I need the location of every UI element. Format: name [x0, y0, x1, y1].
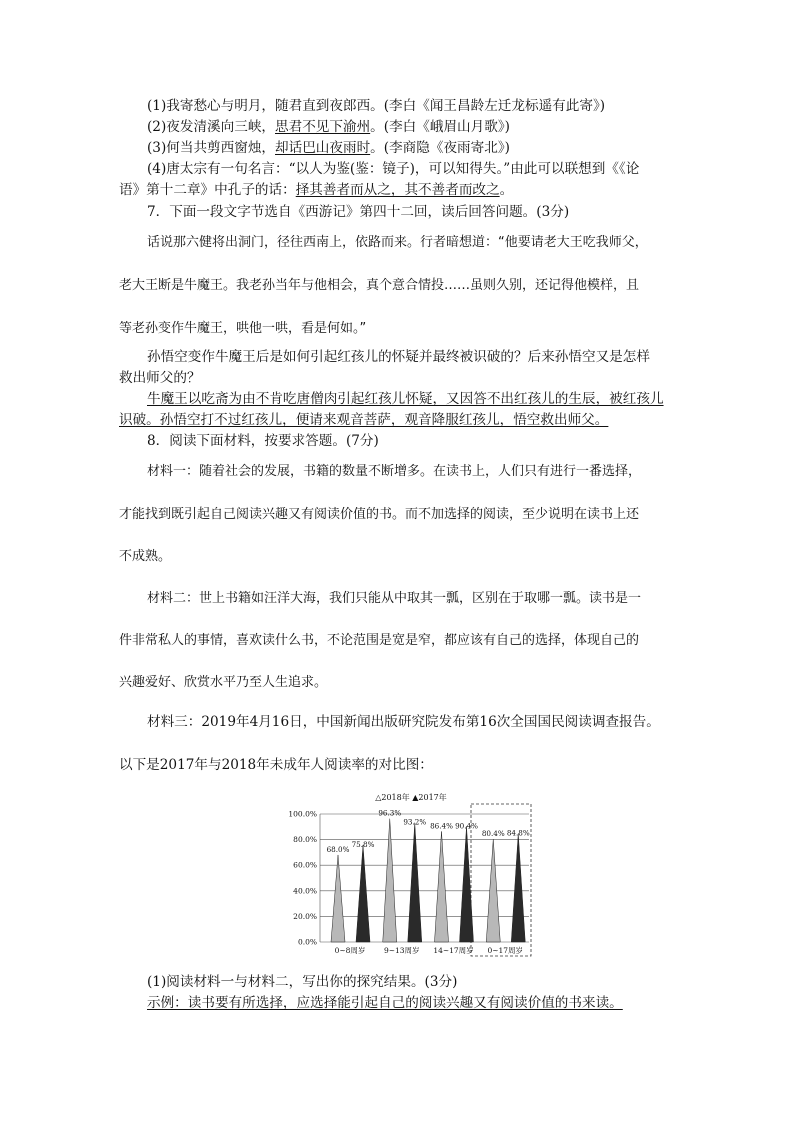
- y-tick-label: 20.0%: [293, 911, 317, 921]
- x-tick-label: 14~17周岁: [433, 946, 474, 955]
- material-2-line-2: 件非常私人的事情，喜欢读什么书，不论范围是宽是窄，都应该有自己的选择，体现自己的: [119, 633, 640, 648]
- reading-rate-chart: [283, 789, 533, 959]
- question-7-answer-2: 识破。孙悟空打不过红孩儿，便请来观音菩萨，观音降服红孩儿，悟空救出师父。: [119, 412, 609, 428]
- bar-2018年-14~17周岁: [435, 831, 449, 942]
- y-tick-label: 100.0%: [288, 809, 317, 819]
- answer-2: 思君不见下渝州: [275, 119, 371, 135]
- subquestion-1-answer: 示例：读书要有所选择，应选择能引起自己的阅读兴趣又有阅读价值的书来读。: [147, 995, 623, 1011]
- material-2-line-1: 材料二：世上书籍如汪洋大海，我们只能从中取其一瓢，区别在于取哪一瓢。读书是一: [147, 591, 642, 606]
- question-7-prompt-2: 救出师父的？: [119, 370, 201, 386]
- poem-line-2-prompt: (2)夜发清溪向三峡，: [147, 119, 276, 135]
- question-7-prompt-1: 孙悟空变作牛魔王后是如何引起红孩儿的怀疑并最终被识破的？后来孙悟空又是怎样: [147, 349, 650, 365]
- y-tick-label: 60.0%: [293, 860, 317, 870]
- excerpt-line-3: 等老孙变作牛魔王，哄他一哄，看是何如。”: [119, 321, 367, 336]
- material-1-line-3: 不成熟。: [119, 549, 172, 564]
- data-label: 96.3%: [378, 808, 402, 818]
- material-1-line-1: 材料一：随着社会的发展，书籍的数量不断增多。在读书上，人们只有进行一番选择，: [147, 464, 642, 479]
- bar-2018年-9~13周岁: [383, 819, 397, 942]
- data-label: 93.2%: [403, 817, 427, 827]
- poem-line-2-source: 。(李白《峨眉山月歌》): [370, 119, 510, 135]
- poem-line-3-source: 。(李商隐《夜雨寄北》): [370, 140, 510, 156]
- excerpt-line-1: 话说那六健将出洞门，径往西南上，依路而来。行者暗想道：“他要请老大王吃我师父，: [147, 235, 648, 250]
- y-tick-label: 40.0%: [293, 886, 317, 896]
- bar-2017年-14~17周岁: [460, 826, 474, 942]
- poem-line-5: [119, 181, 513, 199]
- question-8-stem: 8．阅读下面材料，按要求答题。(7分): [147, 433, 379, 449]
- poem-line-5-end: 。: [499, 182, 514, 198]
- x-axis-ticks: [335, 945, 523, 955]
- material-3-line-1: 材料三：2019年4月16日，中国新闻出版研究院发布第16次全国国民阅读调查报告。: [147, 714, 660, 730]
- question-7-stem: 7．下面一段文字节选自《西游记》第四十二回，读后回答问题。(3分): [147, 204, 570, 220]
- x-tick-label: 9~13周岁: [383, 946, 420, 955]
- bar-2017年-0~17周岁: [511, 833, 525, 942]
- data-label: 84.8%: [506, 828, 530, 838]
- bar-2017年-9~13周岁: [408, 823, 422, 942]
- data-labels: [327, 809, 530, 854]
- subquestion-1: (1)阅读材料一与材料二，写出你的探究结果。(3分): [147, 974, 458, 990]
- material-2-line-3: 兴趣爱好、欣赏水平乃至人生追求。: [119, 675, 328, 690]
- answer-4: 择其善者而从之，其不善者而改之: [295, 182, 500, 198]
- chart-legend: △2018年 ▲2017年: [375, 793, 447, 802]
- y-tick-label: 0.0%: [297, 937, 317, 947]
- data-label: 68.0%: [326, 844, 350, 854]
- poem-line-2: [147, 118, 510, 136]
- bar-2017年-0~8周岁: [356, 845, 370, 942]
- material-3-line-2: 以下是2017年与2018年未成年人阅读率的对比图：: [119, 757, 433, 773]
- data-label: 75.8%: [351, 839, 375, 849]
- question-7-answer-1: 牛魔王以吃斋为由不肯吃唐僧肉引起红孩儿怀疑，又因答不出红孩儿的生辰，被红孩儿: [147, 391, 664, 407]
- data-label: 86.4%: [430, 821, 453, 831]
- excerpt-line-2: 老大王断是牛魔王。我老孙当年与他相会，真个意合情投……虽则久别，还记得他模样，且: [119, 278, 640, 293]
- poem-line-4: (4)唐太宗有一句名言：“以人为鉴(鉴：镜子)，可以知得失。”由此可以联想到《《论: [147, 161, 640, 177]
- poem-line-3-prompt: (3)何当共剪西窗烛，: [147, 140, 276, 156]
- data-label: 90.4%: [455, 821, 478, 831]
- poem-line-1: (1)我寄愁心与明月，随君直到夜郎西。(李白《闻王昌龄左迁龙标遥有此寄》): [147, 98, 606, 114]
- bar-2018年-0~8周岁: [331, 855, 345, 942]
- y-tick-label: 80.0%: [293, 835, 317, 845]
- data-label: 80.4%: [481, 829, 505, 839]
- poem-line-5-prompt: 语》第十二章》中孔子的话：: [119, 182, 296, 198]
- answer-3: 却话巴山夜雨时: [275, 140, 371, 156]
- y-axis-ticks: [288, 810, 317, 947]
- material-1-line-2: 才能找到既引起自己阅读兴趣又有阅读价值的书。而不加选择的阅读，至少说明在读书上还: [119, 507, 640, 522]
- x-tick-label: 0~17周岁: [487, 946, 524, 955]
- poem-line-3: [147, 139, 510, 157]
- x-tick-label: 0~8周岁: [334, 946, 366, 955]
